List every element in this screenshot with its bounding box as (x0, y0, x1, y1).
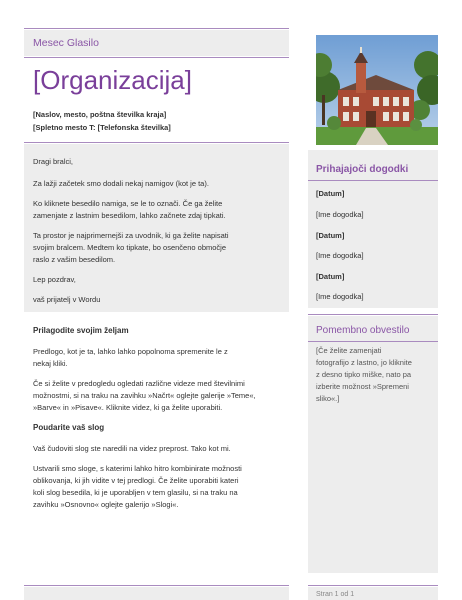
event-date: [Datum] (316, 189, 345, 198)
bottom-band-left (24, 587, 289, 600)
event-name: [Ime dogodka] (316, 251, 364, 260)
article-paragraph-2: Če si želite v predogledu ogledati različne videze med številnimi možnostmi, si na traku na zavihku »Načrt« oglejte galerije »Teme«, »Barve« in »Pisave«. Kliknite videz, ki ga želite uporabiti. (33, 379, 256, 412)
letter-signature: vaš prijatelj v Wordu (33, 295, 101, 304)
letter-panel (24, 144, 289, 312)
article-heading-2: Poudarite vaš slog (33, 423, 105, 432)
month-label: Mesec Glasilo (33, 37, 99, 49)
article-heading-1: Prilagodite svojim željam (33, 326, 129, 335)
letter-paragraph-2: Ko kliknete besedilo namiga, se le to označi. Če ga želite zamenjate z lastnim besedilom, lahko začnete zdaj tipkati. (33, 199, 226, 220)
notice-body: [Če želite zamenjati fotografijo z lastno, jo kliknite z desno tipko miške, nato pa izberite možnost »Spremeni sliko«.] (316, 346, 412, 403)
notice-title-rule (308, 341, 438, 342)
letter-closing: Lep pozdrav, (33, 275, 76, 284)
school-photo (316, 35, 438, 145)
article-paragraph-3: Vaš čudoviti slog ste naredili na videz preprost. Tako kot mi. (33, 444, 231, 453)
article-paragraph-1: Predlogo, kot je ta, lahko lahko popolnoma spremenite le z nekaj kliki. (33, 347, 228, 368)
top-rule (24, 28, 289, 29)
event-date: [Datum] (316, 231, 345, 240)
address-line: [Naslov, mesto, poštna številka kraja] (33, 110, 167, 119)
school-building-image (316, 35, 438, 145)
letter-top-rule (24, 142, 289, 143)
notice-title: Pomembno obvestilo (316, 325, 410, 336)
month-rule (24, 57, 289, 58)
organization-title: [Organizacija] (33, 65, 192, 95)
bottom-rule-right (308, 585, 438, 586)
events-title: Prihajajoči dogodki (316, 164, 409, 175)
web-phone-line: [Spletno mesto T: [Telefonska številka] (33, 123, 171, 132)
bottom-rule-left (24, 585, 289, 586)
event-date: [Datum] (316, 272, 345, 281)
event-name: [Ime dogodka] (316, 292, 364, 301)
letter-paragraph-3: Ta prostor je najprimernejši za uvodnik, ki ga želite napisati svojim bralcem. Medtem ko tipkate, bo osenčeno območje raslo z vašim besedilom. (33, 231, 229, 264)
notice-top-rule (308, 314, 438, 315)
letter-greeting: Dragi bralci, (33, 157, 74, 166)
event-name: [Ime dogodka] (316, 210, 364, 219)
events-title-rule (308, 180, 438, 181)
page-number: Stran 1 od 1 (316, 591, 355, 598)
article-paragraph-4: Ustvarili smo sloge, s katerimi lahko hitro kombinirate možnosti oblikovanja, ki jih vidite v tej predlogi. Če želite uporabiti kateri koli slog besedila, ki je uporabljen v tem glasilu, si na traku na zavihku »Osnovno« oglejte galerijo »Slogi«. (33, 464, 242, 509)
letter-paragraph-1: Za lažji začetek smo dodali nekaj namigov (kot je ta). (33, 179, 209, 188)
